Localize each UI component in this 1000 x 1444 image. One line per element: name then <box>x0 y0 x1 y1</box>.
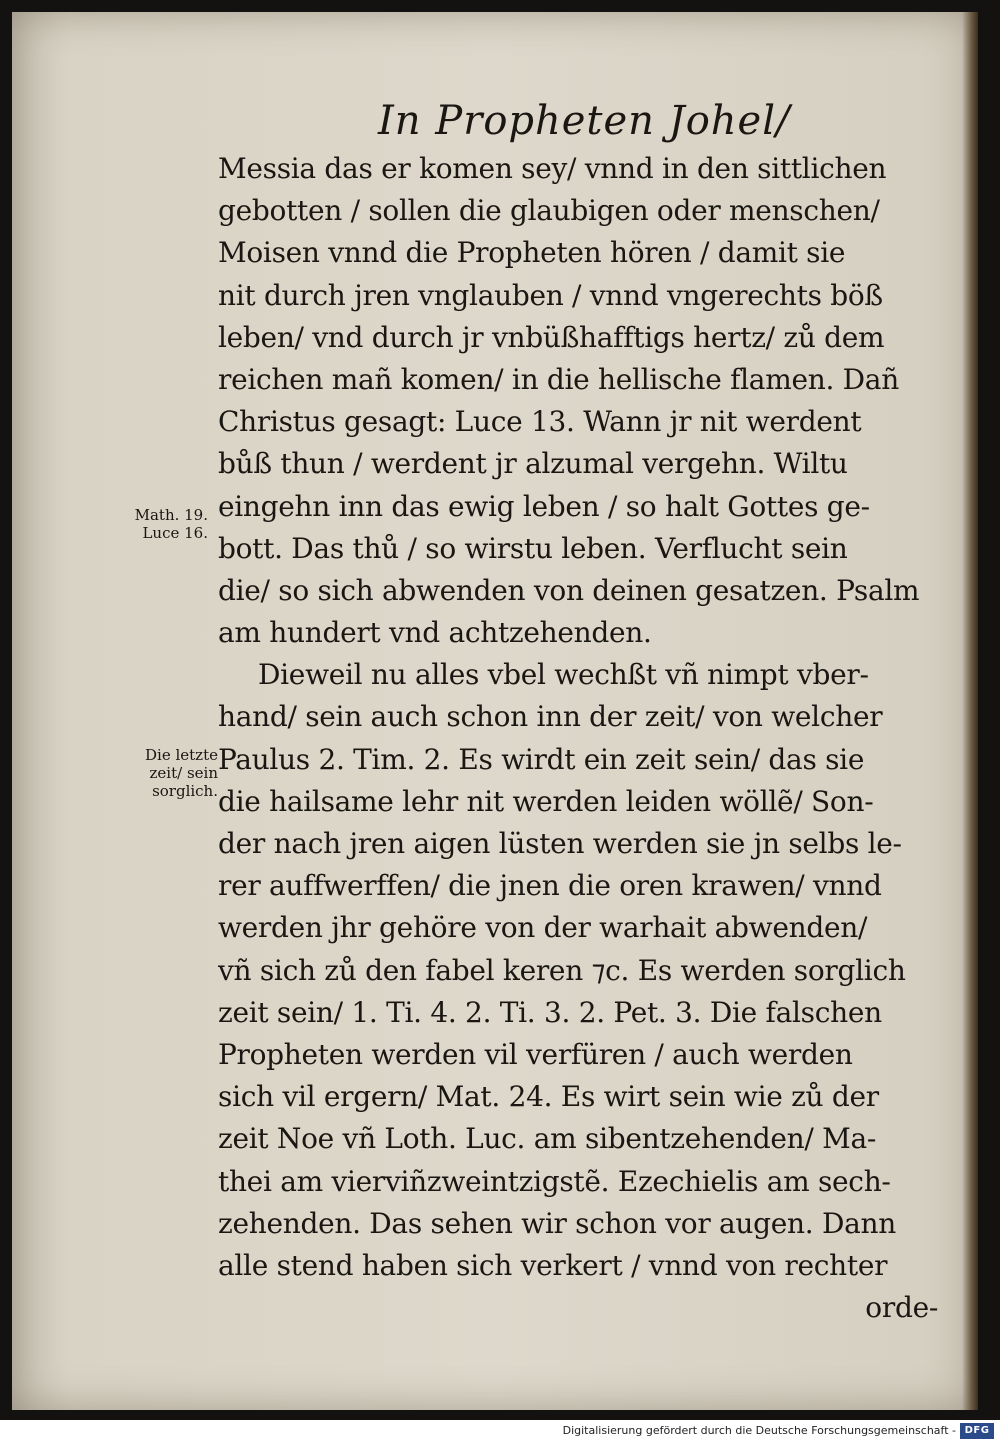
text-line: zeit Noe vñ Loth. Luc. am sibentzehenden/ Ma- <box>218 1122 877 1156</box>
margin-note-line: zeit/ sein <box>149 764 218 782</box>
text-line: Paulus 2. Tim. 2. Es wirdt ein zeit sein/ das sie <box>218 742 865 776</box>
text-line: leben/ vnd durch jr vnbüßhafftigs hertz/ zů dem <box>218 320 885 354</box>
text-line: zehenden. Das sehen wir schon vor augen. Dann <box>218 1206 896 1240</box>
text-line: reichen mañ komen/ in die hellische flamen. Dañ <box>218 362 899 396</box>
text-line: Dieweil nu alles vbel wechßt vñ nimpt vber- <box>258 658 869 692</box>
text-line: Propheten werden vil verfüren / auch werden <box>218 1037 853 1071</box>
text-line: thei am vierviñzweintzigstẽ. Ezechielis am sech- <box>218 1164 891 1198</box>
text-line: vñ sich zů den fabel keren ⁊c. Es werden sorglich <box>218 953 906 987</box>
text-line: alle stend haben sich verkert / vnnd von rechter <box>218 1248 888 1282</box>
text-line: die/ so sich abwenden von deinen gesatzen. Psalm <box>218 573 920 607</box>
text-line: rer auffwerffen/ die jnen die oren krawen/ vnnd <box>218 869 882 903</box>
text-line: die hailsame lehr nit werden leiden wöllẽ/ Son- <box>218 784 874 818</box>
dfg-logo-icon: DFG <box>960 1423 994 1439</box>
text-line: gebotten / sollen die glaubigen oder menschen/ <box>218 194 880 228</box>
margin-note-line: Die letzte <box>145 746 218 764</box>
funding-credit: Digitalisierung gefördert durch die Deutsche Forschungsgemeinschaft - <box>562 1424 956 1437</box>
text-line: zeit sein/ 1. Ti. 4. 2. Ti. 3. 2. Pet. 3. Die falschen <box>218 995 882 1029</box>
text-line: der nach jren aigen lüsten werden sie jn selbs le- <box>218 827 902 860</box>
text-line: bůß thun / werdent jr alzumal vergehn. Wiltu <box>218 447 848 481</box>
margin-note-line: Math. 19. <box>134 506 208 524</box>
text-line: eingehn inn das ewig leben / so halt Gottes ge- <box>218 489 870 523</box>
text-line: Moisen vnnd die Propheten hören / damit sie <box>218 236 846 270</box>
text-line: hand/ sein auch schon inn der zeit/ von welcher <box>218 700 883 734</box>
body-text <box>218 148 938 1329</box>
footer-bar <box>0 1420 1000 1444</box>
text-line: Messia das er komen sey/ vnnd in den sittlichen <box>218 152 887 185</box>
margin-note-citation <box>112 506 208 542</box>
text-line: sich vil ergern/ Mat. 24. Es wirt sein wie zů der <box>218 1080 879 1114</box>
running-header: In Propheten Johel/ <box>378 98 791 144</box>
margin-note-line: Luce 16. <box>142 524 208 542</box>
text-line: bott. Das thů / so wirstu leben. Verflucht sein <box>218 531 848 565</box>
text-line: nit durch jren vnglauben / vnnd vngerechts böß <box>218 278 883 312</box>
page-spine-shadow <box>962 12 978 1410</box>
margin-note-gloss <box>112 746 218 800</box>
margin-note-line: sorglich. <box>152 782 218 800</box>
catchword: orde- <box>865 1291 938 1325</box>
text-line: am hundert vnd achtzehenden. <box>218 616 652 650</box>
text-line: werden jhr gehöre von der warhait abwenden/ <box>218 911 868 945</box>
text-line: Christus gesagt: Luce 13. Wann jr nit werdent <box>218 405 862 439</box>
